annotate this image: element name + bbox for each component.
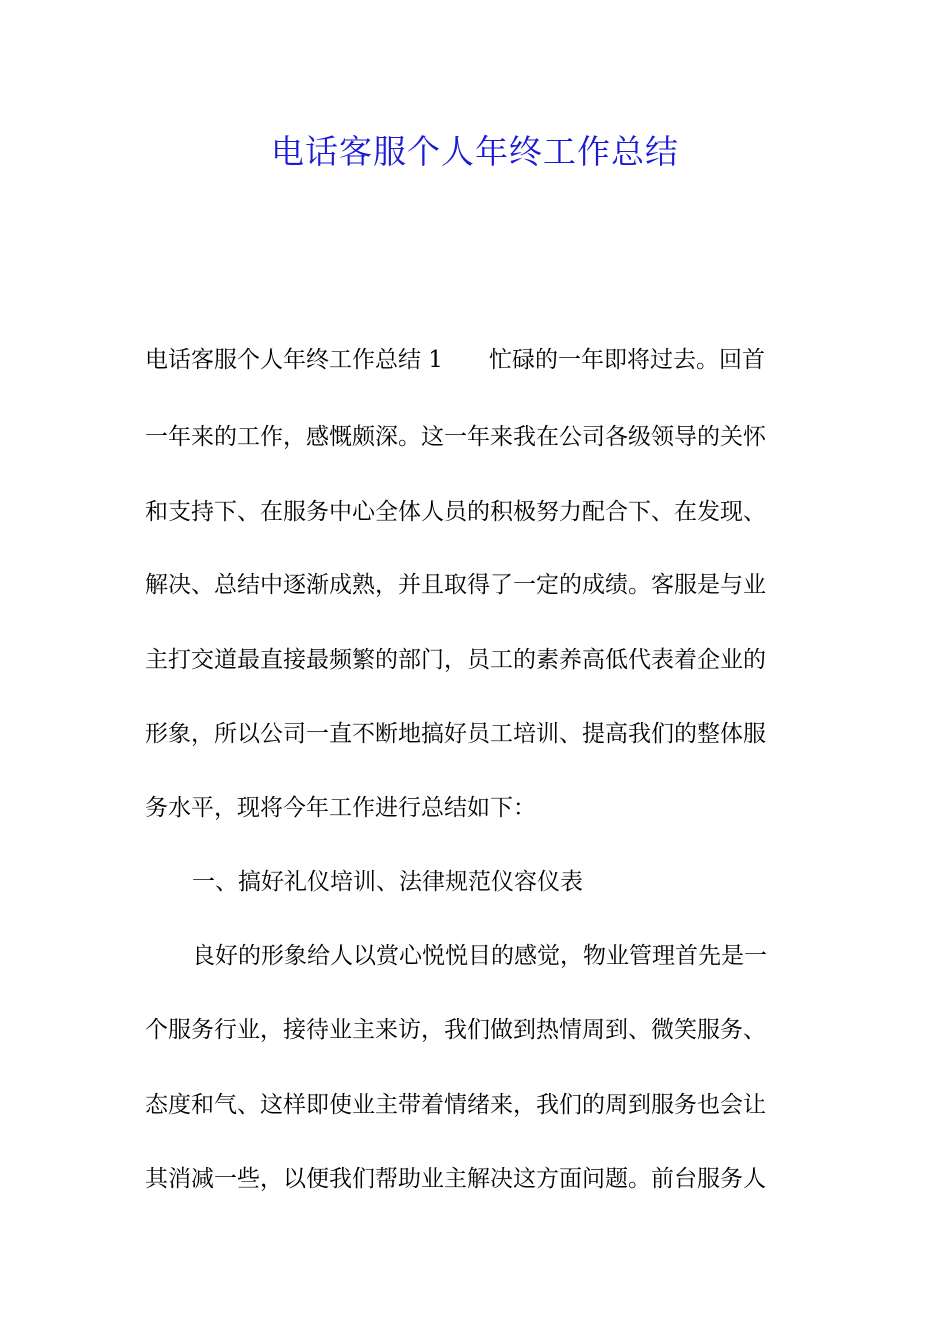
- body-line-12: 其消减一些，以便我们帮助业主解决这方面问题。前台服务人: [145, 1166, 766, 1192]
- body-line-5: 主打交道最直接最频繁的部门，员工的素养高低代表着企业的: [145, 647, 766, 673]
- body-line-9: 良好的形象给人以赏心悦悦目的感觉，物业管理首先是一: [192, 943, 767, 969]
- body-line-1: 电话客服个人年终工作总结 1 忙碌的一年即将过去。回首: [145, 347, 765, 373]
- body-line-4: 解决、总结中逐渐成熟，并且取得了一定的成绩。客服是与业: [145, 572, 766, 598]
- section-heading-1: 一、搞好礼仪培训、法律规范仪容仪表: [192, 869, 583, 895]
- body-line-7: 务水平，现将今年工作进行总结如下：: [145, 795, 536, 821]
- body-line-11: 态度和气、这样即使业主带着情绪来，我们的周到服务也会让: [145, 1092, 766, 1118]
- body-line-2: 一年来的工作，感慨颇深。这一年来我在公司各级领导的关怀: [145, 424, 766, 450]
- body-line-6: 形象，所以公司一直不断地搞好员工培训、提高我们的整体服: [145, 721, 766, 747]
- document-title: 电话客服个人年终工作总结: [271, 132, 679, 171]
- body-line-3: 和支持下、在服务中心全体人员的积极努力配合下、在发现、: [145, 499, 766, 525]
- body-line-10: 个服务行业，接待业主来访，我们做到热情周到、微笑服务、: [145, 1017, 766, 1043]
